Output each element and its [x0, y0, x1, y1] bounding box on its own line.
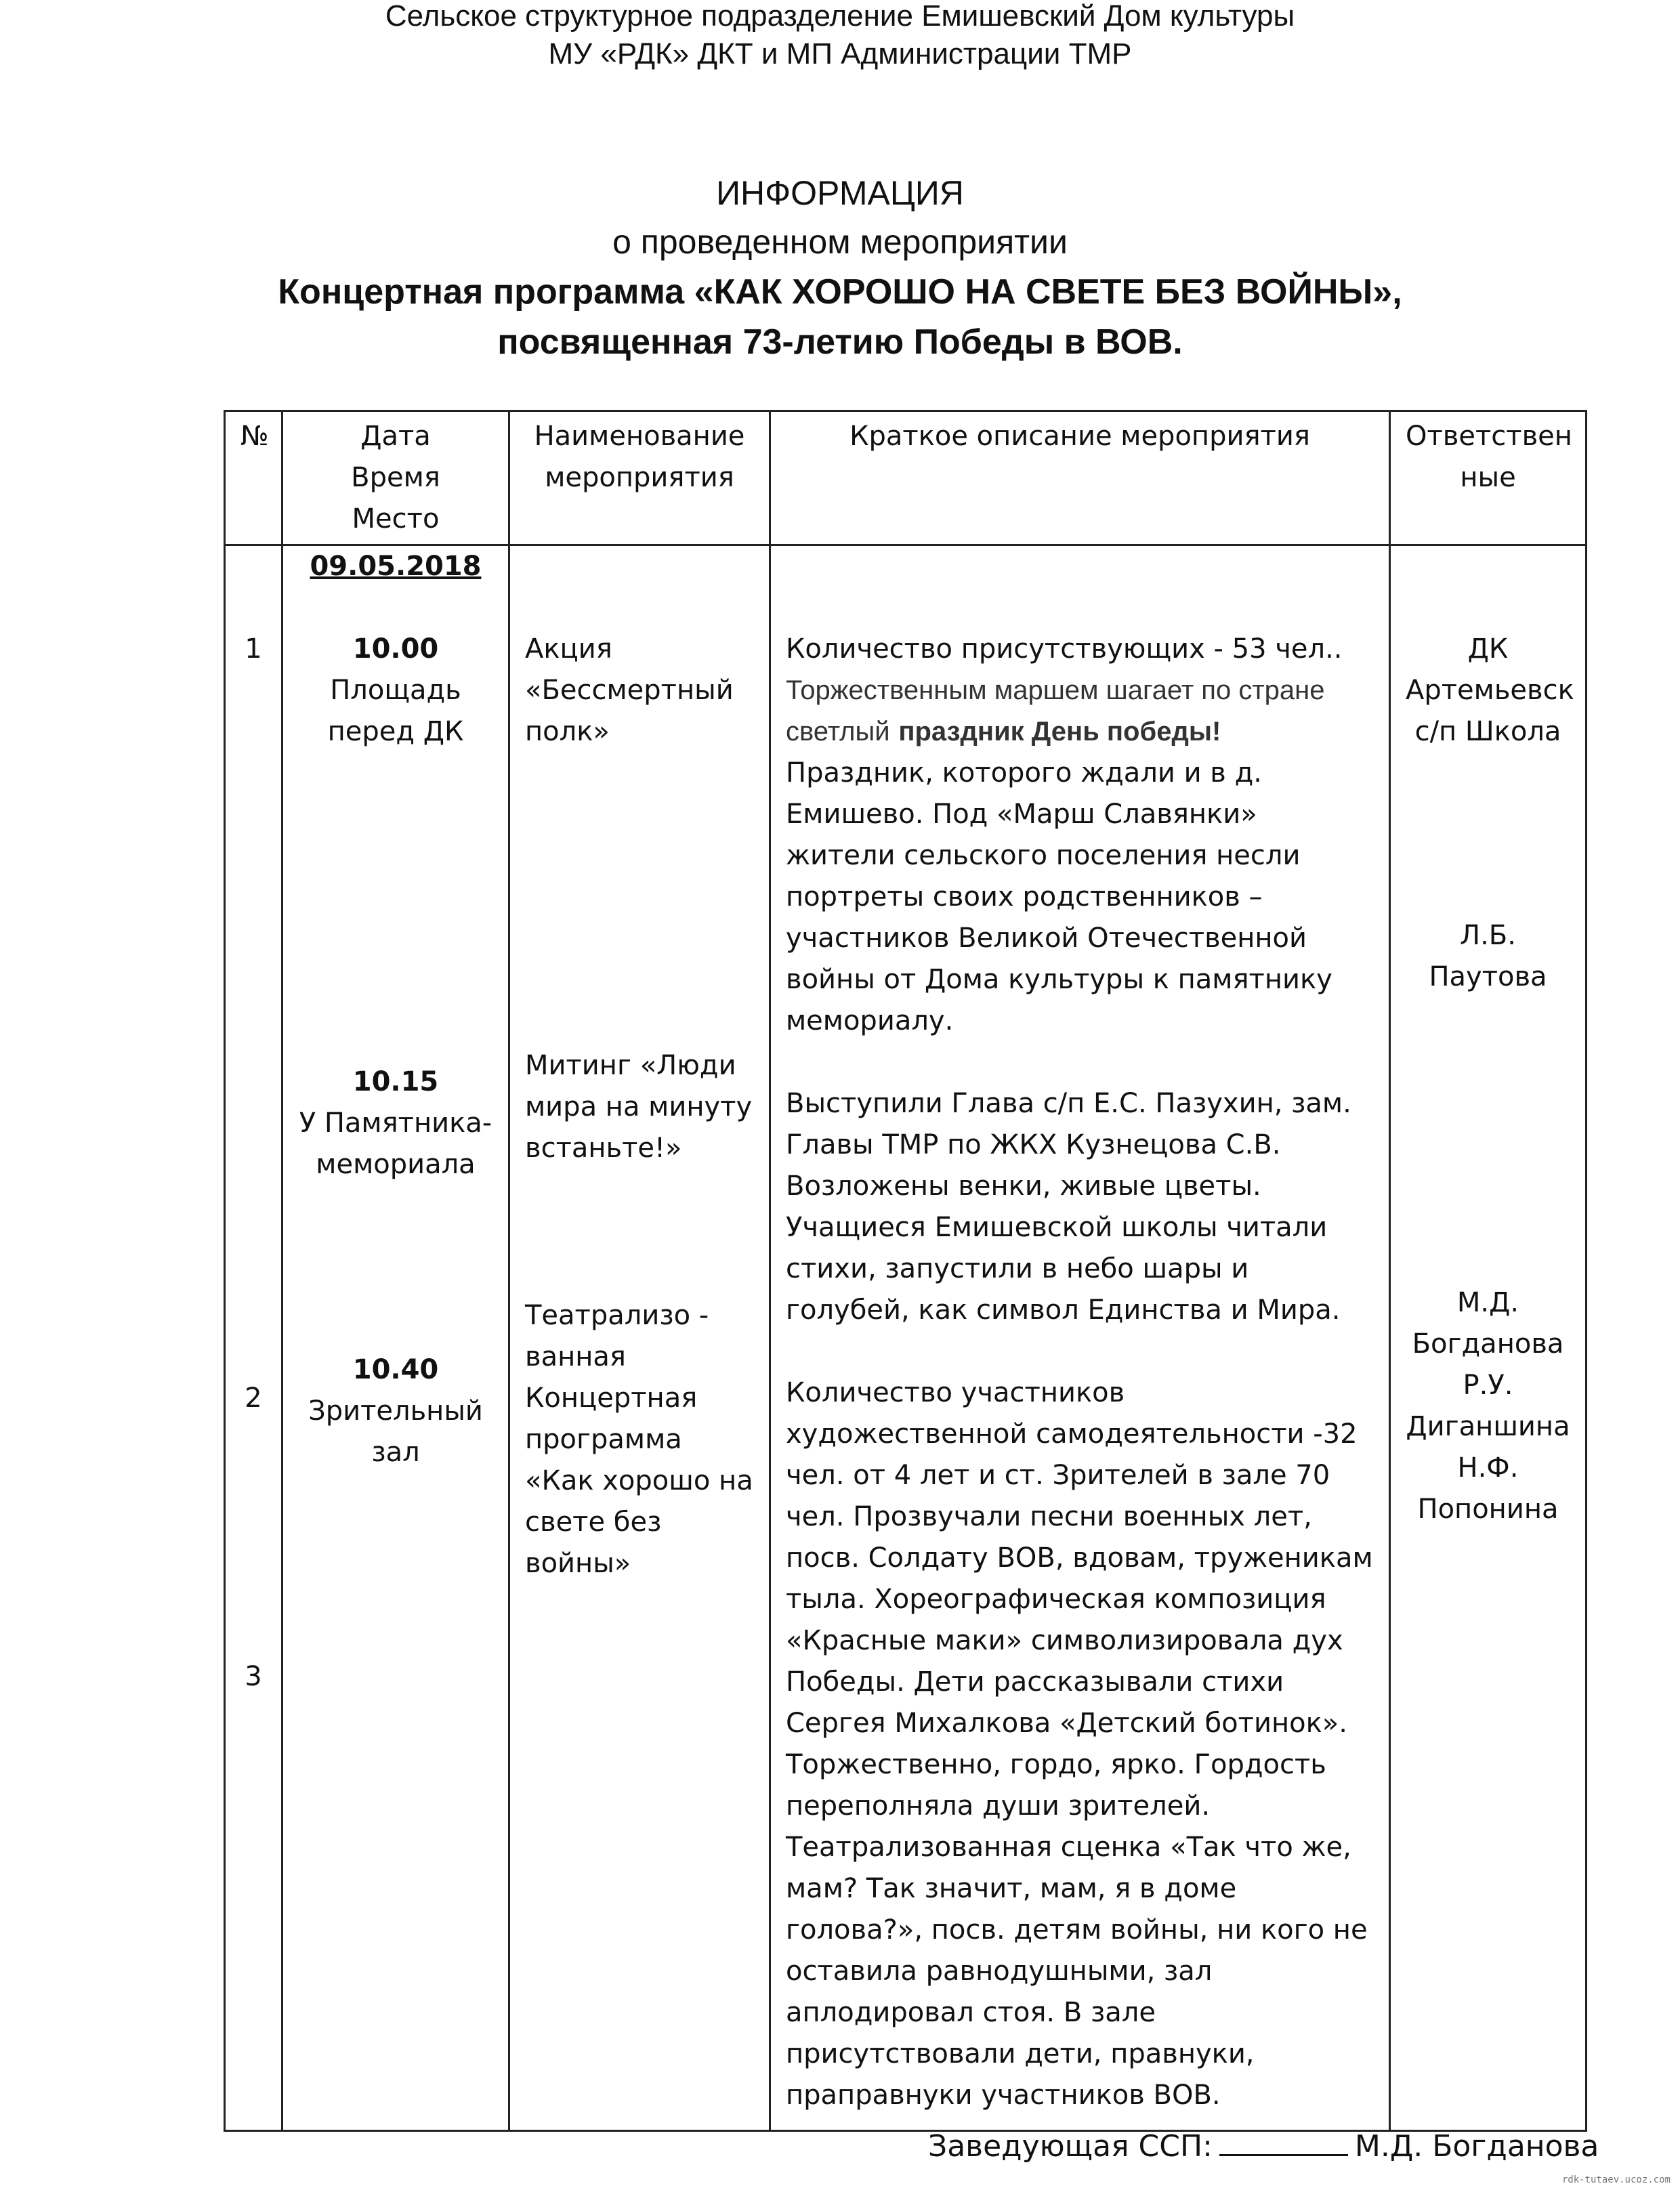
- desc-cell: [770, 545, 1390, 2131]
- event-dedication: посвященная 73-летию Победы в ВОВ.: [497, 322, 1183, 362]
- row-place-2: У Памятника-мемориала: [299, 1108, 492, 1180]
- row-resp-3: М.Д. Богданова Р.У. Диганшина Н.Ф. Попонина: [1406, 1287, 1570, 1525]
- row-num-3: 3: [245, 1661, 262, 1692]
- signature-label: Заведующая ССП:: [928, 2129, 1213, 2164]
- resp-cell: [1390, 545, 1587, 2131]
- watermark: rdk-tutaev.ucoz.com: [1561, 2174, 1671, 2185]
- event-title: Концертная программа «КАК ХОРОШО НА СВЕТЕ БЕЗ ВОЙНЫ»,: [278, 272, 1402, 312]
- row-name-3: Театрализо - ванная Концертная программа «Как хорошо на свете без войны»: [525, 1300, 753, 1579]
- row-resp-1: ДК Артемьевск с/п Школа: [1406, 633, 1574, 747]
- org-name-line1: Сельское структурное подразделение Емишевский Дом культуры: [385, 0, 1295, 33]
- doc-subtitle: о проведенном мероприятии: [612, 223, 1068, 261]
- col-header-desc: Краткое описание мероприятия: [770, 411, 1390, 545]
- row-desc-2: Выступили Глава с/п Е.С. Пазухин, зам. Главы ТМР по ЖКХ Кузнецова С.В. Возложены венки, живые цветы. Учащиеся Емишевской школы читали стихи, запустили в небо шары и голубей, как символ Единства и Мира.: [786, 1088, 1351, 1326]
- event-date: 09.05.2018: [310, 551, 482, 582]
- doc-title: ИНФОРМАЦИЯ: [716, 174, 964, 212]
- name-cell: [509, 545, 770, 2131]
- signature-line: [1219, 2127, 1348, 2156]
- signature-block: [928, 2127, 1599, 2164]
- row-name-1: Акция «Бессмертный полк»: [525, 633, 734, 747]
- table-row: [225, 545, 1587, 2131]
- row-desc-1: Количество присутствующих - 53 чел.. Торжественным маршем шагает по стране светлый праздник День победы! Праздник, которого ждали и в д. Емишево. Под «Марш Славянки» жители сельского поселения несли портреты своих родственников – участников Великой Отечественной войны от Дома культуры к памятнику мемориалу.: [786, 633, 1343, 1036]
- row-num-2: 2: [245, 1383, 262, 1414]
- signature-name: М.Д. Богданова: [1354, 2129, 1599, 2164]
- row-time-1: 10.00: [352, 633, 439, 665]
- num-cell: [225, 545, 282, 2131]
- date-cell: [282, 545, 509, 2131]
- events-table: [224, 410, 1587, 2132]
- row-desc-3: Количество участников художественной самодеятельности -32 чел. от 4 лет и ст. Зрителей в зале 70 чел. Прозвучали песни военных лет, посв. Солдату ВОВ, вдовам, труженикам тыла. Хореографическая композиция «Красные маки» символизировала дух Победы. Дети рассказывали стихи Сергея Михалкова «Детский ботинок». Торжественно, гордо, ярко. Гордость переполняла души зрителей. Театрализованная сценка «Так что же, мам? Так значит, мам, я в доме голова?», посв. детям войны, ни кого не оставила равнодушными, зал аплодировал стоя. В зале присутствовали дети, правнуки, праправнуки участников ВОВ.: [786, 1377, 1373, 2111]
- row-num-1: 1: [245, 633, 262, 665]
- col-header-num: №: [225, 411, 282, 545]
- row-place-1: Площадь перед ДК: [327, 675, 464, 747]
- col-header-resp: Ответствен ные: [1390, 411, 1587, 545]
- row-time-3: 10.40: [352, 1354, 439, 1385]
- col-header-name: Наименование мероприятия: [509, 411, 770, 545]
- col-header-date: Дата Время Место: [282, 411, 509, 545]
- row-resp-1b: Л.Б. Паутова: [1429, 920, 1547, 992]
- row-name-2: Митинг «Люди мира на минуту встаньте!»: [525, 1050, 753, 1164]
- row-time-2: 10.15: [352, 1066, 439, 1097]
- row-place-3: Зрительный зал: [308, 1395, 483, 1468]
- org-name-line2: МУ «РДК» ДКТ и МП Администрации ТМР: [548, 37, 1132, 70]
- table-header-row: [225, 411, 1587, 545]
